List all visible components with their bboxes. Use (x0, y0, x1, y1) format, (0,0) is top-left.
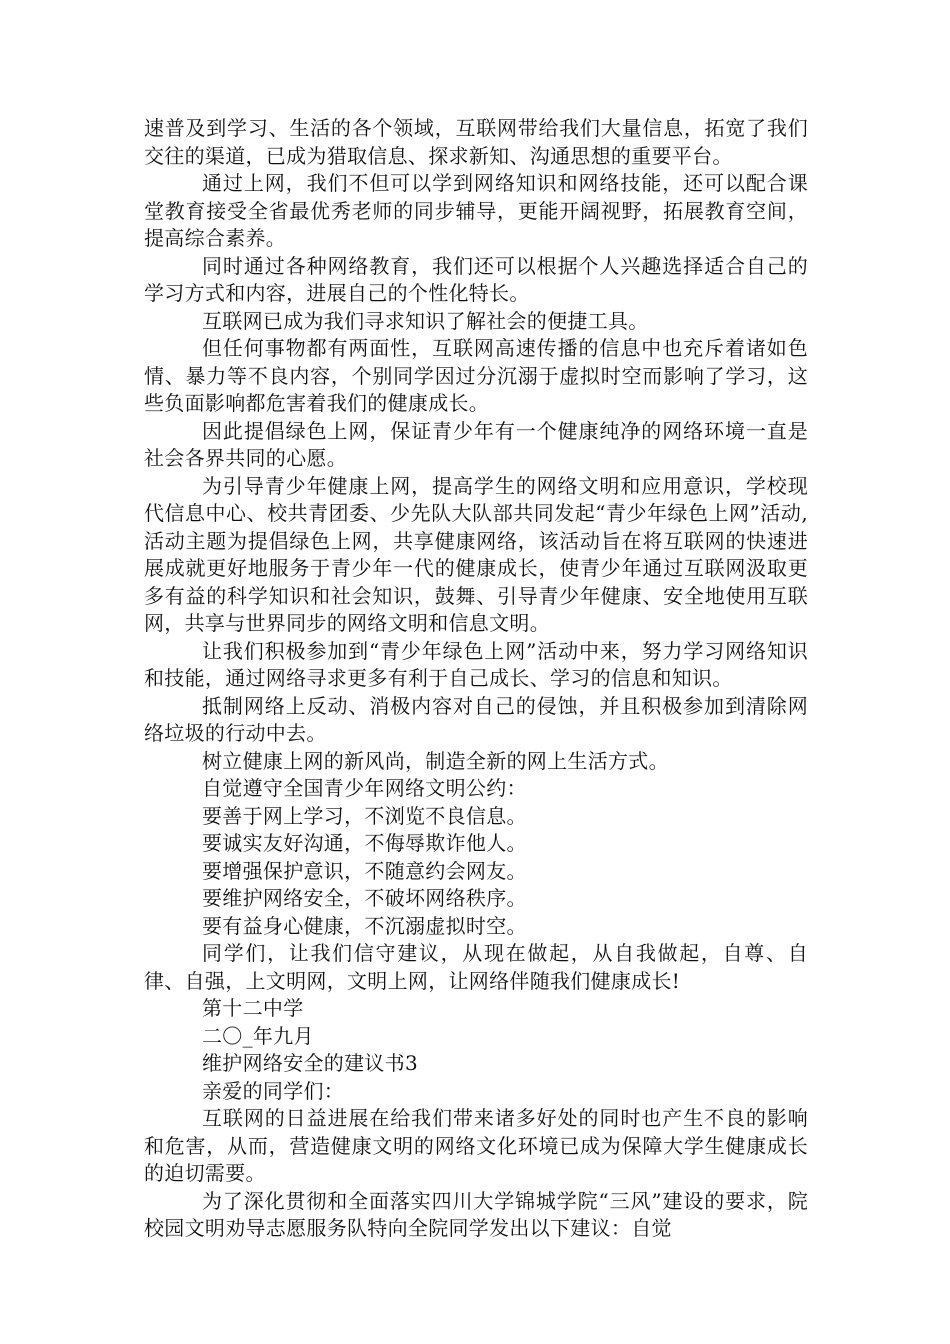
document-body (144, 115, 808, 1243)
convention-item: 要善于网上学习，不浏览不良信息。 (202, 803, 527, 828)
paragraph: 互联网的日益进展在给我们带来诸多好处的同时也产生不良的影响和危害，从而，营造健康文明的网络文化环境已成为保障大学生健康成长的迫切需要。 (144, 1106, 808, 1185)
signature-date: 二〇_年九月 (202, 1023, 314, 1048)
convention-item: 要增强保护意识，不随意约会网友。 (202, 858, 527, 883)
salutation: 亲爱的同学们： (202, 1078, 345, 1103)
convention-item: 要有益身心健康，不沉溺虚拟时空。 (202, 913, 527, 938)
paragraph: 让我们积极参加到“青少年绿色上网”活动中来，努力学习网络知识和技能，通过网络寻求更多有利于自己成长、学习的信息和知识。 (144, 638, 808, 690)
paragraph: 为了深化贯彻和全面落实四川大学锦城学院“三风”建设的要求，院校园文明劝导志愿服务队特向全院同学发出以下建议：自觉 (144, 1188, 808, 1240)
paragraph: 同时通过各种网络教育，我们还可以根据个人兴趣选择适合自己的学习方式和内容，进展自己的个性化特长。 (144, 253, 808, 305)
signature-school: 第十二中学 (202, 996, 304, 1020)
paragraph: 树立健康上网的新风尚，制造全新的网上生活方式。 (202, 748, 669, 773)
closing-paragraph: 同学们，让我们信守建议，从现在做起，从自我做起，自尊、自律、自强，上文明网，文明上网，让网络伴随我们健康成长! (144, 941, 808, 993)
convention-heading: 自觉遵守全国青少年网络文明公约： (202, 776, 527, 800)
paragraph: 因此提倡绿色上网，保证青少年有一个健康纯净的网络环境一直是社会各界共同的心愿。 (144, 418, 808, 470)
paragraph: 为引导青少年健康上网，提高学生的网络文明和应用意识，学校现代信息中心、校共青团委、少先队大队部共同发起“青少年绿色上网”活动,活动主题为提倡绿色上网，共享健康网络，该活动旨在将互联网的快速进展成就更好地服务于青少年一代的健康成长，使青少年通过互联网汲取更多有益的科学知识和社会知识，鼓舞、引导青少年健康、安全地使用互联网，共享与世界同步的网络文明和信息文明。 (144, 473, 808, 635)
convention-item: 要诚实友好沟通，不侮辱欺诈他人。 (202, 831, 527, 855)
paragraph: 但任何事物都有两面性，互联网高速传播的信息中也充斥着诸如色情、暴力等不良内容，个别同学因过分沉溺于虚拟时空而影响了学习，这些负面影响都危害着我们的健康成长。 (144, 336, 808, 415)
convention-item: 要维护网络安全，不破坏网络秩序。 (202, 886, 527, 910)
section-title: 维护网络安全的建议书3 (202, 1051, 419, 1075)
paragraph: 抵制网络上反动、消极内容对自己的侵蚀，并且积极参加到清除网络垃圾的行动中去。 (144, 693, 808, 745)
paragraph-continuation: 速普及到学习、生活的各个领域，互联网带给我们大量信息，拓宽了我们交往的渠道，已成为猎取信息、探求新知、沟通思想的重要平台。 (144, 116, 808, 168)
paragraph: 互联网已成为我们寻求知识了解社会的便捷工具。 (202, 308, 649, 333)
paragraph: 通过上网，我们不但可以学到网络知识和网络技能，还可以配合课堂教育接受全省最优秀老师的同步辅导，更能开阔视野，拓展教育空间，提高综合素养。 (144, 171, 808, 250)
